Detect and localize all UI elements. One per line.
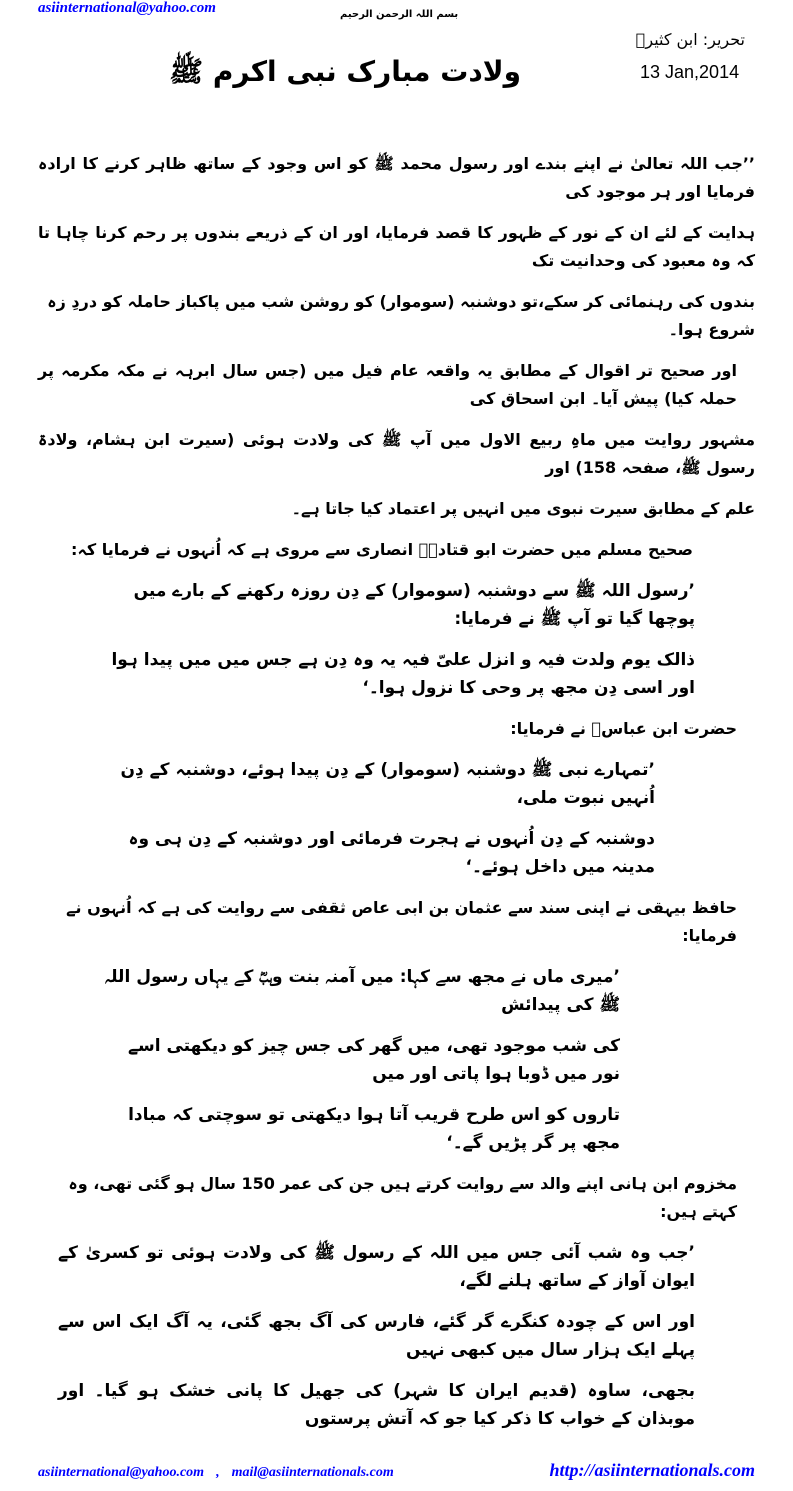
footer-separator: , xyxy=(216,1465,220,1480)
header-email-link[interactable]: asiinternational@yahoo.com xyxy=(38,0,216,16)
website-link[interactable]: http://asiinternationals.com xyxy=(549,1460,755,1480)
quote-line: ذالک یوم ولدت فیہ و انزل علیّ فیہ یہ وہ دِن ہے جس میں میں پیدا ہوا اور اسی دِن مجھ پر وحی کا نزول ہوا۔‘ xyxy=(111,650,695,698)
footer-contacts xyxy=(38,1465,394,1481)
body-line: حافظ بیہقی نے اپنی سند سے عثمان بن ابی عاص ثقفی سے روایت کی ہے کہ اُنہوں نے فرمایا: xyxy=(66,898,737,945)
quote-line: ’تمہارے نبی ﷺ دوشنبہ (سوموار) کے دِن پیدا ہوئے، دوشنبہ کے دِن اُنہیں نبوت ملی، xyxy=(120,760,655,808)
quote-line: بجھی، ساوہ (قدیم ایران کا شہر) کی جھیل کا پانی خشک ہو گیا۔ اور موبذان کے خواب کا ذکر کیا جو کہ آتش پرستوں xyxy=(58,1381,695,1429)
body-line: مشہور روایت میں ماہِ ربیع الاول میں آپ ﷺ کی ولادت ہوئی (سیرت ابن ہشام، ولادۃ رسول ﷺ، صفحہ 158) اور xyxy=(38,430,755,477)
body-line: حضرت ابن عباسؓ نے فرمایا: xyxy=(510,719,737,738)
quote-line: ’جب وہ شب آئی جس میں اللہ کے رسول ﷺ کی ولادت ہوئی تو کسریٰ کے ایوان آواز کے ساتھ ہلنے لگے، xyxy=(58,1243,695,1291)
bismillah: بسم اللہ الرحمن الرحیم xyxy=(340,9,459,20)
body-line: ہدایت کے لئے ان کے نور کے ظہور کا قصد فرمایا، اور ان کے ذریعے بندوں پر رحم کرنا چاہا تا کہ وہ معبود کی وحدانیت تک xyxy=(38,223,755,270)
quote-line: ’رسول اللہ ﷺ سے دوشنبہ (سوموار) کے دِن روزہ رکھنے کے بارے میں پوچھا گیا تو آپ ﷺ نے فرمایا: xyxy=(133,581,695,629)
quote-line: کی شب موجود تھی، میں گھر کی جس چیز کو دیکھتی اسے نور میں ڈوبا ہوا پاتی اور میں xyxy=(128,1036,620,1084)
body-line: اور صحیح تر اقوال کے مطابق یہ واقعہ عام فیل میں (جس سال ابرہہ نے مکہ مکرمہ پر حملہ کیا) پیش آیا۔ ابن اسحاق کی xyxy=(38,361,737,408)
footer-email-link[interactable]: asiinternational@yahoo.com xyxy=(38,1465,205,1480)
date: 13 Jan,2014 xyxy=(640,62,740,82)
footer xyxy=(0,1446,793,1491)
quote-line: تاروں کو اس طرح قریب آتا ہوا دیکھتی تو سوچتی کہ مبادا مجھ پر گر پڑیں گے۔‘ xyxy=(128,1105,620,1153)
quote-line: دوشنبہ کے دِن اُنہوں نے ہجرت فرمائی اور دوشنبہ کے دِن ہی وہ مدینہ میں داخل ہوئے۔‘ xyxy=(128,829,655,877)
body-line: مخزوم ابن ہانی اپنے والد سے روایت کرتے ہیں جن کی عمر 150 سال ہو گئی تھی، وہ کہتے ہیں: xyxy=(68,1174,737,1221)
quote-line: اور اس کے چودہ کنگرے گر گئے، فارس کی آگ بجھ گئی، یہ آگ ایک اس سے پہلے ایک ہزار سال میں کبھی نہیں xyxy=(58,1312,695,1360)
body-line: ’’جب اللہ تعالیٰ نے اپنے بندے اور رسول محمد ﷺ کو اس وجود کے ساتھ ظاہر کرنے کا ارادہ فرمایا اور ہر موجود کی xyxy=(38,154,755,201)
footer-mail-link[interactable]: mail@asiinternationals.com xyxy=(231,1465,394,1480)
page-title: ولادت مبارک نبی اکرم ﷺ xyxy=(169,55,521,88)
body-line: بندوں کی رہنمائی کر سکے،تو دوشنبہ (سوموار) کو روشن شب میں پاکباز حاملہ کو دردِ زہ شروع ہوا۔ xyxy=(47,292,755,339)
body-line: صحیح مسلم میں حضرت ابو قتادہؓ انصاری سے مروی ہے کہ اُنہوں نے فرمایا کہ: xyxy=(71,540,693,559)
author-credit: تحریر: ابن کثیرؒ xyxy=(635,30,745,49)
body-line: علم کے مطابق سیرت نبوی میں انہیں پر اعتماد کیا جاتا ہے۔ xyxy=(291,499,755,518)
quote-line: ’میری ماں نے مجھ سے کہا: میں آمنہ بنت وہبؓ کے یہاں رسول اللہ ﷺ کی پیدائش xyxy=(105,967,620,1015)
